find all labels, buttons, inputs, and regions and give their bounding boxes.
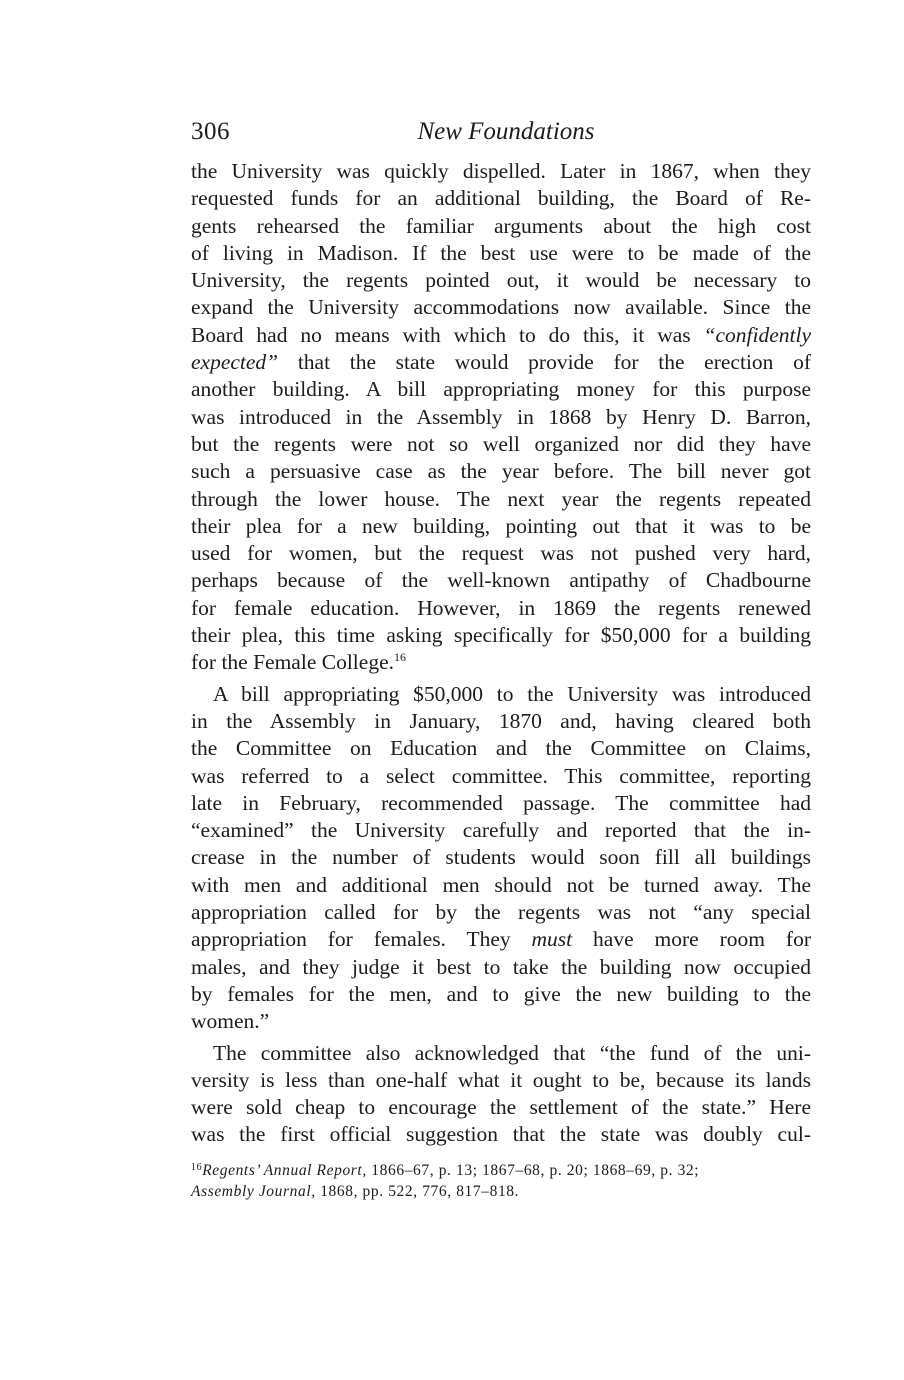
footnote-source-title: Assembly Journal, — [191, 1183, 316, 1200]
italic-emphasis: must — [531, 927, 573, 952]
text-line: A bill appropriating $50,000 to the University was introduced — [213, 681, 811, 706]
text-line: The committee also acknowledged that “the fund of the uni- — [213, 1040, 811, 1065]
text-run: have more room for — [572, 927, 811, 952]
body-text — [191, 158, 811, 1149]
text-line: their plea for a new building, pointing out that it was to be — [191, 513, 811, 538]
text-line: late in February, recommended passage. The committee had — [191, 790, 811, 815]
text-run: Board had no means with which to do this, it was — [191, 322, 704, 347]
text-line: women.” — [191, 1009, 270, 1034]
italic-phrase: expected” — [191, 350, 279, 375]
text-line: through the lower house. The next year the regents repeated — [191, 486, 811, 511]
text-line — [191, 322, 811, 349]
text-line: such a persuasive case as the year before. The bill never got — [191, 459, 811, 484]
text-line: by females for the men, and to give the new building to the — [191, 981, 811, 1006]
text-line: males, and they judge it best to take the building now occupied — [191, 954, 811, 979]
footnote-citation: 1866–67, p. 13; 1867–68, p. 20; 1868–69, p. 32; — [366, 1162, 700, 1179]
text-line: was introduced in the Assembly in 1868 by Henry D. Barron, — [191, 404, 811, 429]
running-title: New Foundations — [417, 118, 595, 145]
paragraph-1 — [191, 158, 811, 677]
footnote-line — [191, 1160, 811, 1181]
text-line: for female education. However, in 1869 the regents renewed — [191, 595, 811, 620]
footnote — [191, 1160, 811, 1202]
text-line: was the first official suggestion that the state was doubly cul- — [191, 1122, 811, 1147]
footnote-source-title: Regents’ Annual Report, — [202, 1162, 367, 1179]
text-run: for the Female College. — [191, 650, 394, 675]
text-line: perhaps because of the well-known antipathy of Chadbourne — [191, 568, 811, 593]
text-line — [191, 926, 811, 953]
paragraph-2 — [191, 681, 811, 1036]
footnote-citation: 1868, pp. 522, 776, 817–818. — [315, 1183, 520, 1200]
text-line: with men and additional men should not be turned away. The — [191, 872, 811, 897]
text-line: crease in the number of students would soon fill all buildings — [191, 845, 811, 870]
text-line: gents rehearsed the familiar arguments about the high cost — [191, 213, 811, 238]
text-line: was referred to a select committee. This committee, reporting — [191, 763, 811, 788]
text-line — [191, 649, 811, 676]
page-number: 306 — [191, 118, 230, 145]
italic-phrase: “confidently — [703, 322, 811, 347]
text-line: “examined” the University carefully and reported that the in- — [191, 818, 811, 843]
text-line: their plea, this time asking specifically for $50,000 for a building — [191, 623, 811, 648]
text-line: another building. A bill appropriating money for this purpose — [191, 377, 811, 402]
text-run: appropriation for females. They — [191, 927, 532, 952]
footnote-reference[interactable]: 16 — [394, 650, 406, 665]
text-line: the University was quickly dispelled. Later in 1867, when they — [191, 159, 811, 183]
text-line: appropriation called for by the regents was not “any special — [191, 900, 811, 925]
text-line: versity is less than one-half what it ought to be, because its lands — [191, 1067, 811, 1092]
footnote-line — [191, 1181, 811, 1202]
paragraph-3 — [191, 1040, 811, 1149]
text-line: were sold cheap to encourage the settlement of the state.” Here — [191, 1095, 811, 1120]
footnote-marker: 16 — [191, 1162, 203, 1173]
text-run: that the state would provide for the erection of — [278, 350, 811, 375]
text-line: of living in Madison. If the best use were to be made of the — [191, 240, 811, 265]
running-head — [191, 115, 811, 149]
text-line: requested funds for an additional building, the Board of Re- — [191, 186, 811, 211]
text-line: the Committee on Education and the Committee on Claims, — [191, 736, 811, 761]
text-line: in the Assembly in January, 1870 and, having cleared both — [191, 708, 811, 733]
text-line: but the regents were not so well organized nor did they have — [191, 431, 811, 456]
text-line: University, the regents pointed out, it would be necessary to — [191, 268, 811, 293]
text-line: expand the University accommodations now available. Since the — [191, 295, 811, 320]
text-line: used for women, but the request was not pushed very hard, — [191, 541, 811, 566]
text-line — [191, 349, 811, 376]
